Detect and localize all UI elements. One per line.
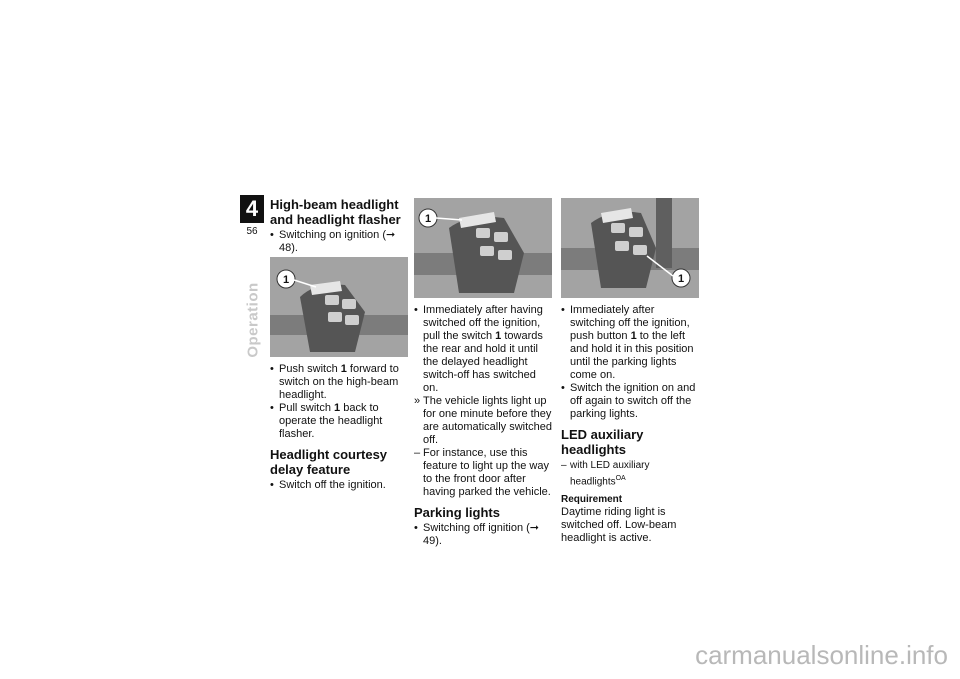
list-item: • Switch the ignition on and off again to switch off the parking lights. (561, 382, 696, 420)
list-item: • Switch off the ignition. (270, 479, 386, 491)
watermark: carmanualsonline.info (695, 640, 948, 670)
chapter-label: Operation (244, 282, 262, 358)
list-item: • Immediately after having switched off the ignition, pull the switch 1 towards the rear and hold it until the delayed headlight switch-off has switched on. (414, 304, 543, 394)
heading-courtesy-delay: Headlight courtesy delay feature (270, 447, 388, 477)
requirement-text: Daytime riding light is switched off. Low-beam headlight is active. (561, 506, 677, 545)
heading-high-beam: High-beam headlight and headlight flasher (270, 197, 401, 227)
column-1 (270, 197, 410, 492)
chapter-number-tab: 4 (240, 195, 264, 223)
list-item: • Push switch 1 forward to switch on the high-beam headlight. (270, 363, 399, 401)
list-item: – with LED auxiliary headlights$^{OA}$ (561, 460, 650, 488)
photo-handlebar-switch-2 (414, 198, 552, 298)
list-item: – For instance, use this feature to light up the way to the front door after having parked the vehicle. (414, 447, 551, 498)
requirement-label: Requirement (561, 494, 623, 506)
page-number: 56 (246, 226, 258, 237)
column-3 (561, 198, 701, 545)
list-item: • Switching off ignition (➞ 49). (414, 522, 540, 547)
list-item: » The vehicle lights light up for one minute before they are automatically switched off. (414, 395, 553, 446)
list-item: • Pull switch 1 back to operate the headlight flasher. (270, 402, 383, 440)
photo-callout-number: 1 (677, 273, 685, 285)
heading-led-aux: LED auxiliary headlights (561, 427, 644, 457)
column-2 (414, 198, 554, 548)
list-item: • Immediately after switching off the ignition, push button 1 to the left and hold it in this position until the parking lights come on. (561, 304, 694, 381)
photo-handlebar-switch-1 (270, 257, 408, 357)
heading-parking-lights: Parking lights (414, 505, 500, 520)
photo-callout-number: 1 (282, 274, 290, 286)
photo-handlebar-switch-3 (561, 198, 699, 298)
list-item: • Switching on ignition (➞ 48). (270, 229, 396, 254)
photo-callout-number: 1 (424, 213, 432, 225)
